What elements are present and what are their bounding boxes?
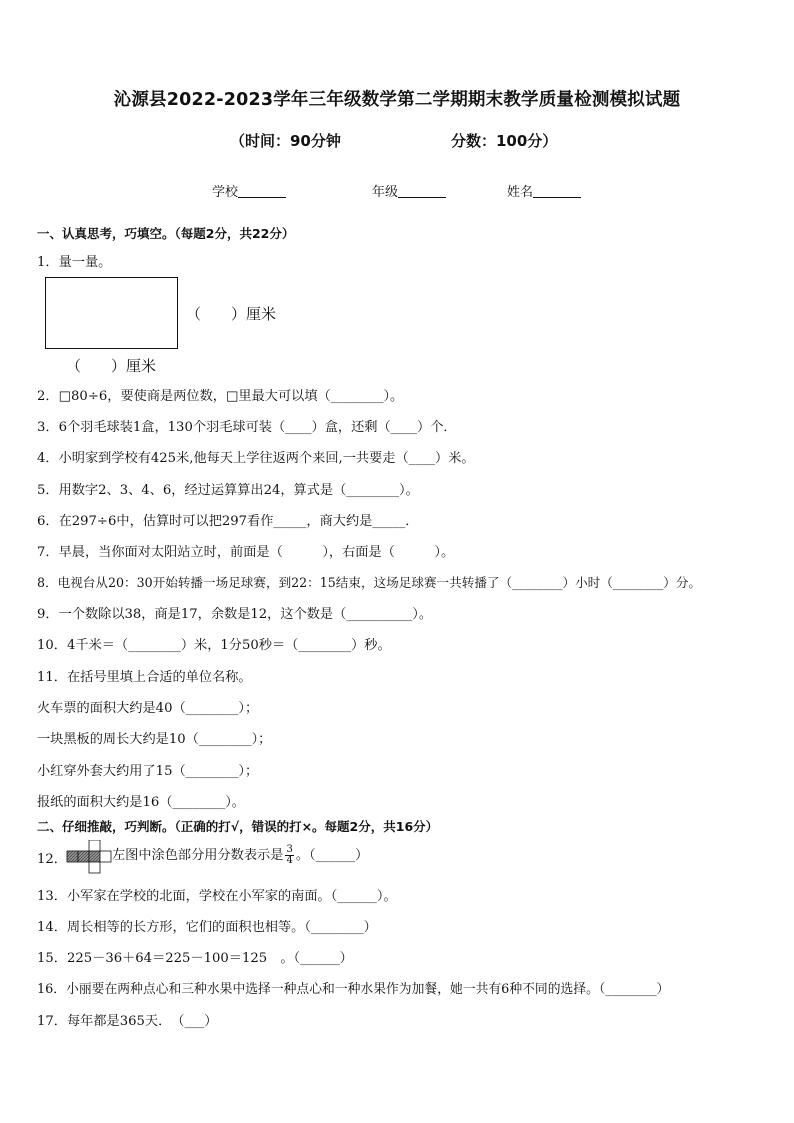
question-15: 15．225－36＋64＝225－100＝125 。（______） xyxy=(37,951,353,966)
question-1: 1．量一量。 xyxy=(37,255,112,270)
name-field: 姓名 xyxy=(507,181,581,200)
question-10: 10．4千米＝（________）米，1分50秒＝（________）秒。 xyxy=(37,638,391,653)
question-11: 11．在括号里填上合适的单位名称。 xyxy=(37,670,252,685)
shaded-grid-figure xyxy=(66,840,112,874)
question-11c: 小红穿外套大约用了15（________）； xyxy=(37,764,259,779)
question-3: 3．6个羽毛球装1盒，130个羽毛球可装（____）盒，还剩（____）个． xyxy=(37,420,457,435)
question-13: 13．小军家在学校的北面，学校在小军家的南面。（______）。 xyxy=(37,889,397,904)
section-2-heading: 二、仔细推敲，巧判断。（正确的打√，错误的打×。每题2分，共16分） xyxy=(37,819,439,834)
question-14: 14．周长相等的长方形，它们的面积也相等。（________） xyxy=(37,920,377,935)
question-11b: 一块黑板的周长大约是10（________）； xyxy=(37,732,272,747)
question-6: 6．在297÷6中，估算时可以把297看作_____，商大约是_____． xyxy=(37,514,419,529)
school-field: 学校 xyxy=(212,181,286,200)
question-12-text: 左图中涂色部分用分数表示是 $\frac{3}{4}$ 。（______） xyxy=(112,844,369,866)
question-4: 4．小明家到学校有425米,他每天上学往返两个来回,一共要走（____）米。 xyxy=(37,451,475,466)
question-1-side-answer: （ ）厘米 xyxy=(186,305,277,323)
exam-score: 分数：100分） xyxy=(451,132,558,150)
question-5: 5．用数字2、3、4、6，经过运算算出24，算式是（________）。 xyxy=(37,483,419,498)
question-12: 12． xyxy=(37,852,67,867)
question-17: 17．每年都是365天． （___） xyxy=(37,1014,218,1029)
fraction-three-quarters: $\frac{3}{4}$ xyxy=(286,844,293,866)
exam-time: （时间：90分钟 xyxy=(230,132,341,150)
question-7: 7．早晨，当你面对太阳站立时，前面是（ ），右面是（ ）。 xyxy=(37,545,455,560)
question-1-bottom-answer: （ ）厘米 xyxy=(66,357,157,375)
question-2: 2．□80÷6，要使商是两位数，□里最大可以填（________）。 xyxy=(37,389,404,404)
question-11a: 火车票的面积大约是40（________）； xyxy=(37,701,259,716)
question-9: 9．一个数除以38，商是17，余数是12，这个数是（__________）。 xyxy=(37,607,433,622)
question-11d: 报纸的面积大约是16（________）。 xyxy=(37,795,245,810)
question-16: 16．小丽要在两种点心和三种水果中选择一种点心和一种水果作为加餐，她一共有6种不同的选择。（________） xyxy=(37,982,670,997)
question-8: 8．电视台从20：30开始转播一场足球赛，到22：15结束，这场足球赛一共转播了（________）小时（________）分。 xyxy=(37,575,702,590)
page-title: 沁源县2022-2023学年三年级数学第二学期期末教学质量检测模拟试题 xyxy=(113,90,681,110)
grade-field: 年级 xyxy=(372,181,446,200)
measure-rectangle xyxy=(45,277,178,349)
section-1-heading: 一、认真思考，巧填空。（每题2分，共22分） xyxy=(37,226,295,241)
